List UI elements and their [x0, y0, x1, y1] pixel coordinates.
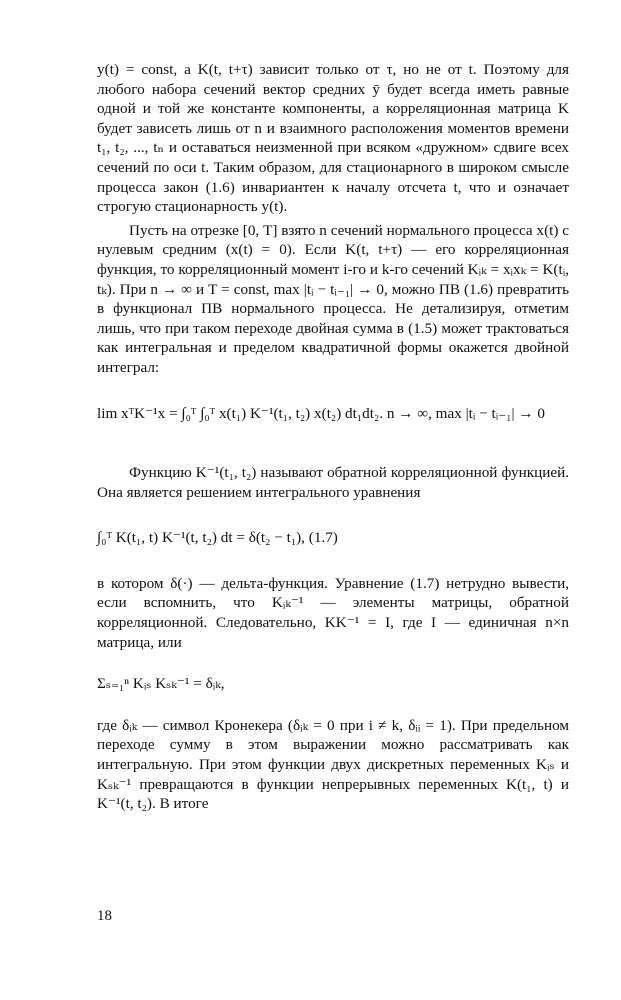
- page-body: [97, 0, 569, 814]
- formula-double-integral: lim xᵀK⁻¹x = ∫₀ᵀ ∫₀ᵀ x(t₁) K⁻¹(t₁, t₂) x(t₂) dt₁dt₂. n → ∞, max |tᵢ − tᵢ₋₁| → 0: [97, 404, 545, 422]
- formula-kronecker-sum: Σₛ₌₁ⁿ Kᵢₛ Kₛₖ⁻¹ = δᵢₖ,: [97, 675, 225, 693]
- formula-integral-equation: ∫₀ᵀ K(t₁, t) K⁻¹(t, t₂) dt = δ(t₂ − t₁), (1.7): [97, 529, 338, 547]
- page-number: 18: [97, 908, 112, 924]
- paragraph-delta-function: в котором δ(·) — дельта-функция. Уравнение (1.7) нетрудно вывести, если вспомнить, что Kᵢₖ⁻¹ — элементы матрицы, обратной корреляционной. Следовательно, KK⁻¹ = I, где I — единичная n×n матрица, или: [97, 574, 569, 651]
- paragraph-kronecker: где δᵢₖ — символ Кронекера (δᵢₖ = 0 при i ≠ k, δᵢᵢ = 1). При предельном переходе сумму в этом выражении можно рассматривать как интегральную. При этом функции двух дискретных переменных Kᵢₛ и Kₛₖ⁻¹ превращаются в функции непрерывных переменных K(t₁, t) и K⁻¹(t, t₂). В итоге: [97, 716, 569, 813]
- paragraph-stationarity: y(t) = const, а K(t, t+τ) зависит только от τ, но не от t. Поэтому для любого набора сечений вектор средних ȳ будет всегда иметь равные одной и той же константе компоненты, а корреляционная матрица K будет зависеть лишь от n и взаимного расположения моментов времени t₁, t₂, ..., tₙ и оставаться неизменной при всяком «дружном» сдвиге всех сечений по оси t. Таким образом, для стационарного в широком смысле процесса закон (1.6) инвариантен к началу отсчета t, что и означает строгую стационарность y(t).: [97, 61, 569, 216]
- paragraph-normal-process: Пусть на отрезке [0, T] взято n сечений нормального процесса x(t) с нулевым средним (x(t) = 0). Если K(t, t+τ) — его корреляционная функция, то корреляционный момент i-го и k-го сечений Kᵢₖ = xᵢxₖ = K(tᵢ, tₖ). При n → ∞ и T = const, max |tᵢ − tᵢ₋₁| → 0, можно ПВ (1.6) превратить в функционал ПВ нормального процесса. Не детализируя, отметим лишь, что при таком переходе двойная сумма в (1.5) может трактоваться как интегральная и пределом квадратичной формы окажется двойной интеграл:: [97, 221, 569, 376]
- paragraph-inverse-function: Функцию K⁻¹(t₁, t₂) называют обратной корреляционной функцией. Она является решением интегрального уравнения: [97, 464, 569, 501]
